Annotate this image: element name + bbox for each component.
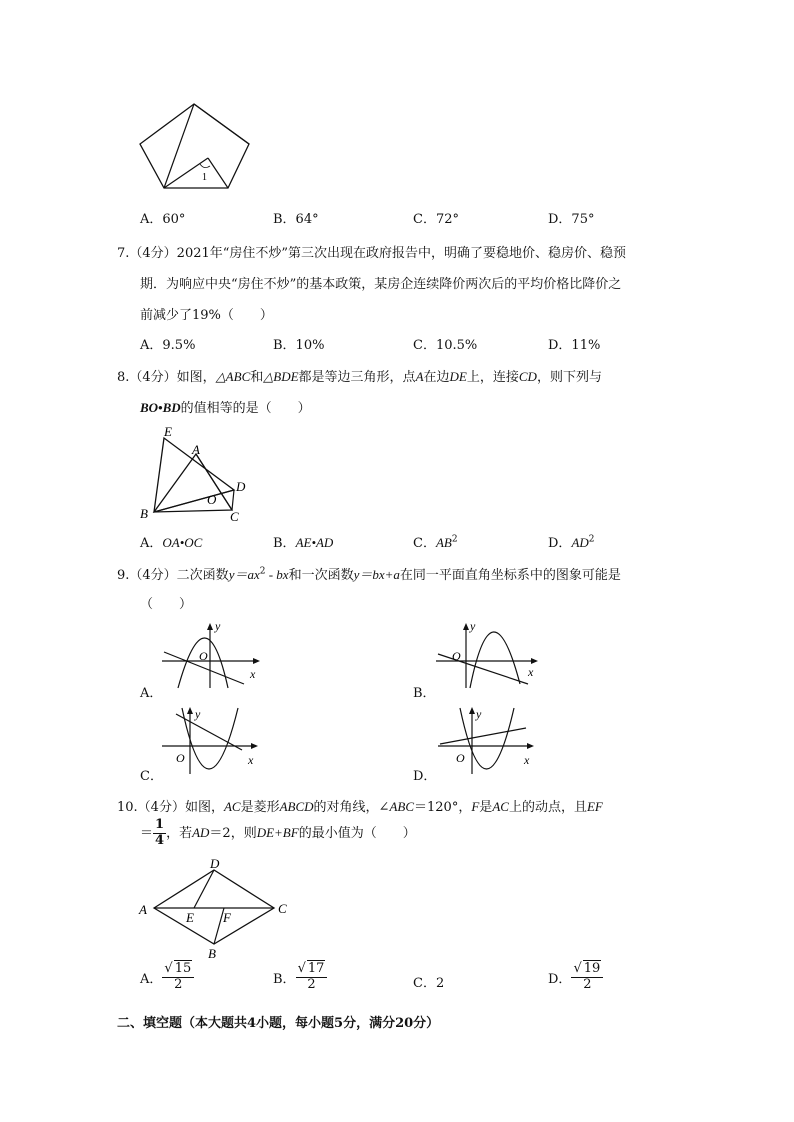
q8-option-d[interactable]: D．$AD^2$ [548,534,595,551]
q7-line-1: 7.（4分）2021年“房住不炒”第三次出现在政府报告中，明确了要稳地价、稳房价、稳预 [117,246,627,261]
section-2-heading: 二、填空题（本大题共4小题，每小题5分，满分20分） [117,1016,440,1031]
q9-a-origin-label: O [199,649,208,663]
q8-option-c[interactable]: C．$AB^2$ [413,534,458,551]
q9-line-1: 9.（4分）二次函数$y=ax^2$ - bx和一次函数y＝bx+a在同一平面直角坐标系中的图象可能是 [117,566,621,583]
q8-line-1: 8.（4分）如图，△ABC和△BDE都是等边三角形，点A在边DE上，连接CD，则下列与 [117,369,602,385]
q10-option-c[interactable]: C．2 [413,976,445,991]
q8-option-a[interactable]: A．OA•OC [140,535,203,551]
q10-label-e: E [186,910,194,925]
q9-c-y-label: y [195,707,201,721]
q9-b-x-label: x [528,665,534,679]
q9-option-a-label[interactable]: A． [140,686,163,701]
q9-b-y-label: y [470,619,476,633]
q10-fraction: $\frac{1}{4}$ [155,817,165,848]
q10-label-d: D [210,856,220,871]
q8-triangle-figure [134,422,254,522]
q7-option-b[interactable]: B．10% [273,338,325,353]
q9-graph-a[interactable] [158,618,268,690]
q10-label-f: F [223,910,231,925]
q9-d-x-label: x [524,753,530,767]
q9-option-d-label[interactable]: D． [413,769,437,784]
q7-option-a[interactable]: A．9.5% [140,338,196,353]
q9-c-x-label: x [248,753,254,767]
q9-d-origin-label: O [456,751,465,765]
q8-label-o: O [207,492,217,507]
q8-label-a: A [192,442,200,457]
q8-line-2: BO•BD的值相等的是（ ） [140,400,311,416]
q7-line-2: 期．为响应中央“房住不炒”的基本政策，某房企连续降价两次后的平均价格比降价之 [140,277,622,292]
q10-label-b: B [208,946,216,960]
q10-rhombus-figure [134,856,294,960]
q10-label-a: A [139,902,147,917]
q6-pentagon-figure [130,94,260,198]
q8-label-c: C [230,509,239,522]
q10-option-b[interactable]: B． $\frac{√ 17}{2}$ [273,962,327,993]
q9-b-origin-label: O [452,649,461,663]
q7-line-3: 前减少了19%（ ） [140,308,273,323]
q6-option-c[interactable]: C．72° [413,212,459,227]
q10-option-d[interactable]: D． $\frac{√ 19}{2}$ [548,962,603,993]
q9-graph-d[interactable] [432,702,547,778]
q6-option-d[interactable]: D．75° [548,212,595,227]
q9-a-x-label: x [250,667,256,681]
q8-label-d: D [236,479,246,494]
q9-option-c-label[interactable]: C． [140,769,163,784]
q6-option-a[interactable]: A．60° [140,212,186,227]
q10-line-2: ＝ $\frac{1}{4}$ ，若AD＝2，则DE+BF的最小值为（ ） [140,817,416,848]
q9-graph-c[interactable] [158,702,268,778]
q8-label-b: B [140,506,148,521]
q10-line-1: 10.（4分）如图，AC是菱形ABCD的对角线，∠ABC＝120°，F是AC上的动点，且EF [117,799,603,815]
q7-option-d[interactable]: D．11% [548,338,601,353]
q6-angle-label: 1 [202,172,207,183]
q10-label-c: C [278,901,287,916]
q9-a-y-label: y [215,619,221,633]
q9-graph-b[interactable] [432,618,547,690]
q8-label-e: E [164,424,172,439]
q9-option-b-label[interactable]: B． [413,686,436,701]
q9-c-origin-label: O [176,751,185,765]
q8-option-b[interactable]: B．AE•AD [273,535,334,551]
q9-line-2: （ ） [140,597,193,612]
q7-option-c[interactable]: C．10.5% [413,338,478,353]
q6-option-b[interactable]: B．64° [273,212,319,227]
q10-option-a[interactable]: A． $\frac{√ 15}{2}$ [140,962,194,993]
q9-d-y-label: y [476,707,482,721]
